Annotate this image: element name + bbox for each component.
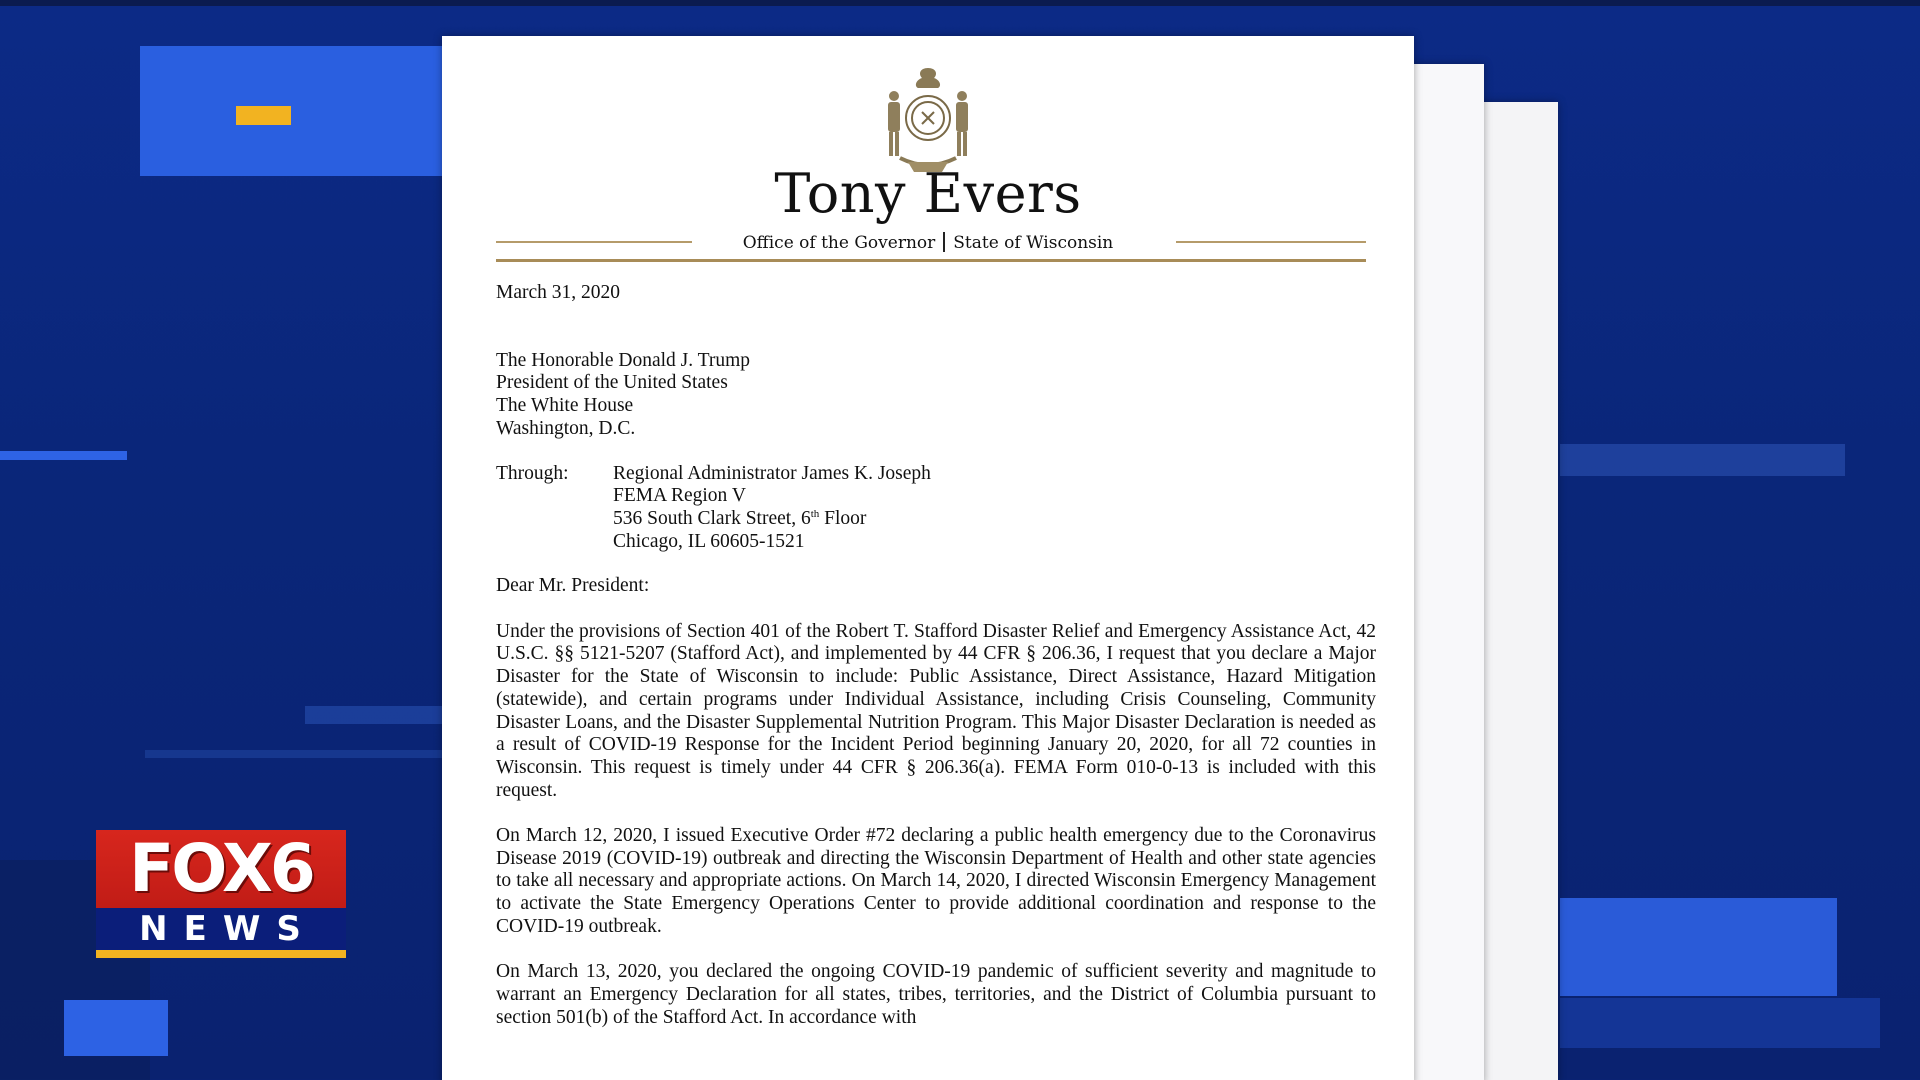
through-line-floor: Floor <box>819 507 867 529</box>
through-line: Regional Administrator James K. Joseph <box>613 462 931 484</box>
recipient-line: The Honorable Donald J. Trump <box>496 349 751 371</box>
background-yellow-accent <box>236 106 291 125</box>
governor-name: Tony Evers <box>774 162 1082 225</box>
through-line-street: 536 South Clark Street, 6 <box>613 507 811 529</box>
background-top-strip <box>0 0 1920 6</box>
station-logo <box>96 830 346 958</box>
body-paragraph: Under the provisions of Section 401 of the Robert T. Stafford Disaster Relief and Emergency Assistance Act, 42 U.S.C. §§ 5121-5207 (Stafford Act), and implemented by 44 CFR § 206.36, I request that you declare a Major Disaster for the State of Wisconsin to include: Public Assistance, Direct Assistance, Hazard Mitigation (statewide), and certain programs under Individual Assistance, including Crisis Counseling, Community Disaster Loans, and the Disaster Supplemental Nutrition Program. This Major Disaster Declaration is needed as a result of COVID-19 Response for the Incident Period beginning January 20, 2020, for all 72 counties in Wisconsin. This request is timely under 44 CFR § 206.36(a). FEMA Form 010-0-13 is included with this request. <box>496 620 1376 801</box>
letter-date: March 31, 2020 <box>496 282 621 303</box>
recipient-line: President of the United States <box>496 372 728 394</box>
recipient-address <box>496 350 1376 441</box>
back-page <box>1408 64 1484 1080</box>
background-blue-block <box>140 46 450 176</box>
letter-body <box>496 282 1376 1052</box>
state-seal-icon <box>878 62 978 178</box>
background-faint-bar <box>305 706 445 724</box>
body-paragraph: On March 12, 2020, I issued Executive Order #72 declaring a public health emergency due to the Coronavirus Disease 2019 (COVID-19) outbreak and directing the Wisconsin Department of Health and other state agencies to take all necessary and appropriate actions. On March 14, 2020, I directed Wisconsin Emergency Management to activate the State Emergency Operations Center to provide additional coordination and response to the COVID-19 outbreak. <box>496 825 1376 937</box>
through-address <box>496 463 1376 554</box>
background-blue-block <box>1560 898 1837 996</box>
background-band <box>1560 998 1880 1048</box>
through-line <box>613 508 931 531</box>
ordinal-suffix: th <box>810 507 820 520</box>
logo-wordmark: FOX6 <box>96 830 346 908</box>
background-faint-bar <box>145 750 445 758</box>
state-title: State of Wisconsin <box>953 233 1114 253</box>
logo-stripe <box>96 950 346 958</box>
background-left-line <box>0 451 127 460</box>
letter-page <box>442 36 1414 1080</box>
office-separator <box>943 232 945 252</box>
background-blue-block <box>64 1000 168 1056</box>
header-rule-right <box>1176 241 1366 243</box>
through-line: FEMA Region V <box>613 485 746 507</box>
office-title: Office of the Governor <box>742 233 936 253</box>
through-lines <box>613 463 931 554</box>
through-label: Through: <box>496 462 569 484</box>
background-faint-bar <box>1560 444 1845 476</box>
recipient-line: Washington, D.C. <box>496 417 636 439</box>
through-line: Chicago, IL 60605-1521 <box>613 530 805 552</box>
logo-subtitle: NEWS <box>96 908 346 950</box>
header-rule <box>496 259 1366 262</box>
recipient-line: The White House <box>496 395 634 417</box>
header-rule-left <box>496 241 692 243</box>
back-page <box>1480 102 1558 1080</box>
salutation: Dear Mr. President: <box>496 575 650 597</box>
body-paragraph: On March 13, 2020, you declared the ongoing COVID-19 pandemic of sufficient severity and magnitude to warrant an Emergency Declaration for all states, tribes, territories, and the District of Columbia pursuant to section 501(b) of the Stafford Act. In accordance with <box>496 961 1376 1028</box>
